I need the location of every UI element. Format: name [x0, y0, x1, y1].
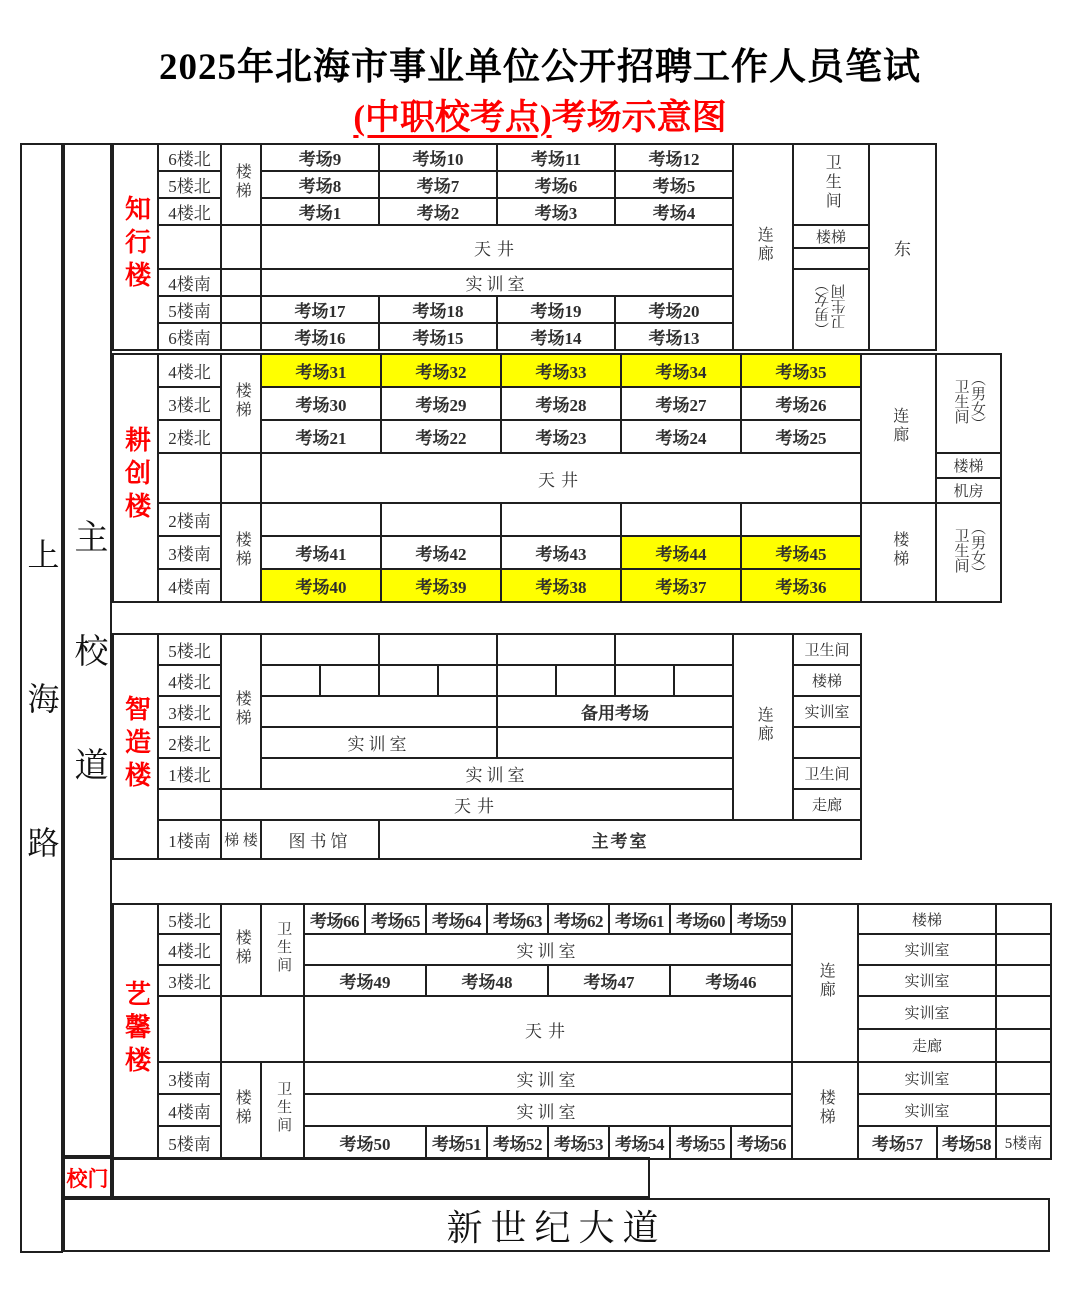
empty-cell	[261, 665, 320, 696]
room-cell: 考场56	[731, 1126, 792, 1159]
room-cell: 考场45	[741, 536, 861, 569]
floor-cell: 5楼北	[158, 634, 221, 665]
corridor-cell: 连廊	[733, 634, 793, 820]
toilet-cell: 卫生间	[261, 904, 304, 996]
room-cell: 考场66	[304, 904, 365, 934]
empty-cell	[621, 503, 741, 536]
empty-cell	[996, 934, 1051, 965]
room-cell: 考场11	[497, 144, 615, 171]
room-cell: 考场24	[621, 420, 741, 453]
empty-cell	[158, 225, 221, 269]
empty-cell	[221, 323, 261, 350]
room-cell: 考场6	[497, 171, 615, 198]
toilet-mf-cell: 卫生间 （男女）	[936, 503, 1001, 602]
toilet-mf-cell: 卫生间 （男女）	[793, 269, 869, 350]
room-cell: 考场22	[381, 420, 501, 453]
stair-cell: 楼梯	[221, 634, 261, 789]
room-cell: 考场3	[497, 198, 615, 225]
stair-cell: 楼梯	[221, 144, 261, 225]
room-cell: 考场62	[548, 904, 609, 934]
floor-cell: 4楼南	[158, 269, 221, 296]
room-cell: 考场7	[379, 171, 497, 198]
corridor-cell: 连廊	[733, 144, 793, 350]
road-shanghai-label: 上海路	[23, 538, 60, 970]
room-cell: 考场42	[381, 536, 501, 569]
room-cell: 考场58	[937, 1126, 996, 1159]
empty-cell	[261, 696, 497, 727]
walkway-cell: 走廊	[793, 789, 861, 820]
empty-cell	[501, 503, 621, 536]
floor-cell: 2楼南	[158, 503, 221, 536]
empty-cell	[379, 634, 497, 665]
room-cell: 考场41	[261, 536, 381, 569]
room-cell: 考场33	[501, 354, 621, 387]
floor-cell: 5楼南	[158, 296, 221, 323]
walkway-cell: 走廊	[858, 1029, 996, 1062]
stair-cell: 楼梯	[936, 453, 1001, 478]
room-cell: 考场50	[304, 1126, 426, 1159]
courtyard-cell: 天井	[304, 996, 792, 1062]
floor-cell: 6楼北	[158, 144, 221, 171]
gate-driveway	[112, 1157, 650, 1198]
floor-cell: 4楼北	[158, 354, 221, 387]
empty-cell	[996, 1094, 1051, 1126]
building-name: 知行楼	[113, 144, 158, 350]
corridor-cell: 连廊	[792, 904, 858, 1062]
room-cell: 考场31	[261, 354, 381, 387]
empty-cell	[497, 634, 615, 665]
training-cell: 实训室	[304, 934, 792, 965]
room-cell: 考场14	[497, 323, 615, 350]
floor-cell: 1楼南	[158, 820, 221, 859]
floor-cell: 6楼南	[158, 323, 221, 350]
room-cell: 考场5	[615, 171, 733, 198]
empty-cell	[556, 665, 615, 696]
courtyard-cell: 天井	[261, 453, 861, 503]
building-gengchuang	[112, 353, 1002, 603]
floor-cell: 2楼北	[158, 727, 221, 758]
toilet-mf-cell: 卫生间 （男女）	[936, 354, 1001, 453]
room-cell: 考场19	[497, 296, 615, 323]
empty-cell	[221, 296, 261, 323]
floor-cell: 4楼北	[158, 665, 221, 696]
room-cell: 考场20	[615, 296, 733, 323]
floor-cell: 5楼南	[158, 1126, 221, 1159]
room-cell: 考场63	[487, 904, 548, 934]
empty-cell	[741, 503, 861, 536]
empty-cell	[996, 996, 1051, 1029]
floor-cell: 3楼北	[158, 387, 221, 420]
stair-cell: 楼梯	[861, 503, 936, 602]
training-cell: 实训室	[261, 269, 733, 296]
room-cell: 考场37	[621, 569, 741, 602]
training-cell: 实训室	[261, 758, 733, 789]
east-cell: 东	[869, 144, 936, 350]
toilet-cell: 卫生间	[793, 758, 861, 789]
floor-cell: 5楼南	[996, 1126, 1051, 1159]
training-cell: 实训室	[858, 934, 996, 965]
empty-cell	[996, 965, 1051, 996]
building-name: 耕创楼	[113, 354, 158, 602]
courtyard-cell: 天井	[221, 789, 733, 820]
room-cell: 考场39	[381, 569, 501, 602]
room-cell: 考场34	[621, 354, 741, 387]
room-cell: 考场57	[858, 1126, 937, 1159]
room-cell: 考场59	[731, 904, 792, 934]
stair-cell: 楼梯	[792, 1062, 858, 1159]
room-cell: 考场60	[670, 904, 731, 934]
empty-cell	[793, 727, 861, 758]
empty-cell	[497, 727, 733, 758]
training-cell: 实训室	[304, 1062, 792, 1094]
floor-cell: 4楼北	[158, 934, 221, 965]
toilet-cell: 卫生间	[793, 634, 861, 665]
room-cell: 考场17	[261, 296, 379, 323]
building-zhizao	[112, 633, 862, 860]
room-cell: 考场38	[501, 569, 621, 602]
empty-cell	[261, 503, 381, 536]
empty-cell	[261, 634, 379, 665]
room-cell: 考场55	[670, 1126, 731, 1159]
corridor-cell: 连廊	[861, 354, 936, 503]
room-cell: 考场4	[615, 198, 733, 225]
building-yixin	[112, 903, 1052, 1160]
floor-cell: 3楼南	[158, 536, 221, 569]
page-subtitle	[0, 90, 1080, 140]
page-title: 2025年北海市事业单位公开招聘工作人员笔试	[159, 47, 921, 88]
floor-cell: 4楼南	[158, 569, 221, 602]
road-shanghai	[20, 143, 63, 1253]
floor-cell: 4楼南	[158, 1094, 221, 1126]
floor-cell: 3楼北	[158, 696, 221, 727]
library-cell: 图书馆	[261, 820, 379, 859]
toilet-cell: 卫生间	[793, 144, 869, 225]
road-campus-label: 主校道	[69, 519, 106, 861]
floor-cell: 1楼北	[158, 758, 221, 789]
room-cell: 考场46	[670, 965, 792, 996]
stair-cell: 楼梯	[858, 904, 996, 934]
room-cell: 考场30	[261, 387, 381, 420]
gate-cell	[63, 1157, 112, 1198]
empty-cell	[996, 904, 1051, 934]
floor-cell: 4楼北	[158, 198, 221, 225]
room-cell: 考场36	[741, 569, 861, 602]
empty-cell	[221, 269, 261, 296]
empty-cell	[158, 996, 221, 1062]
empty-cell	[615, 665, 674, 696]
floor-cell: 5楼北	[158, 171, 221, 198]
room-cell: 考场23	[501, 420, 621, 453]
training-cell: 实训室	[858, 996, 996, 1029]
building-name: 智造楼	[113, 634, 158, 859]
empty-cell	[221, 453, 261, 503]
empty-cell	[615, 634, 733, 665]
room-cell: 考场8	[261, 171, 379, 198]
room-cell: 考场47	[548, 965, 670, 996]
empty-cell	[793, 248, 869, 269]
machine-room-cell: 机房	[936, 478, 1001, 503]
training-cell: 实训室	[261, 727, 497, 758]
empty-cell	[221, 225, 261, 269]
room-cell: 考场61	[609, 904, 670, 934]
empty-cell	[158, 453, 221, 503]
room-cell: 考场29	[381, 387, 501, 420]
room-cell: 考场53	[548, 1126, 609, 1159]
room-cell: 考场12	[615, 144, 733, 171]
training-cell: 实训室	[858, 1062, 996, 1094]
chief-office-cell: 主考室	[379, 820, 861, 859]
training-cell: 实训室	[858, 965, 996, 996]
backup-room-cell: 备用考场	[497, 696, 733, 727]
room-cell: 考场35	[741, 354, 861, 387]
stair-cell: 楼梯	[221, 503, 261, 602]
road-campus	[63, 143, 112, 1157]
stair-cell: 楼梯	[221, 354, 261, 453]
courtyard-cell: 天井	[261, 225, 733, 269]
training-cell: 实训室	[858, 1094, 996, 1126]
gate-label: 校门	[66, 1166, 109, 1191]
building-name: 艺馨楼	[113, 904, 158, 1159]
room-cell: 考场65	[365, 904, 426, 934]
empty-cell	[996, 1062, 1051, 1094]
stair-cell: 楼梯	[793, 225, 869, 248]
floor-cell: 5楼北	[158, 904, 221, 934]
room-cell: 考场16	[261, 323, 379, 350]
room-cell: 考场40	[261, 569, 381, 602]
room-cell: 考场51	[426, 1126, 487, 1159]
empty-cell	[674, 665, 733, 696]
room-cell: 考场1	[261, 198, 379, 225]
training-cell: 实训室	[793, 696, 861, 727]
stair-cell: 梯 楼	[221, 820, 261, 859]
empty-cell	[379, 665, 438, 696]
room-cell: 考场64	[426, 904, 487, 934]
floor-cell: 2楼北	[158, 420, 221, 453]
empty-cell	[158, 789, 221, 820]
room-cell: 考场28	[501, 387, 621, 420]
building-zhixing	[112, 143, 937, 351]
room-cell: 考场54	[609, 1126, 670, 1159]
room-cell: 考场26	[741, 387, 861, 420]
room-cell: 考场13	[615, 323, 733, 350]
empty-cell	[996, 1029, 1051, 1062]
empty-cell	[221, 996, 304, 1062]
room-cell: 考场21	[261, 420, 381, 453]
room-cell: 考场10	[379, 144, 497, 171]
subtitle-venue: (中职校考点)	[353, 98, 552, 137]
stair-cell: 楼梯	[221, 1062, 261, 1159]
room-cell: 考场15	[379, 323, 497, 350]
empty-cell	[438, 665, 497, 696]
toilet-cell: 卫生间	[261, 1062, 304, 1159]
room-cell: 考场32	[381, 354, 501, 387]
room-cell: 考场44	[621, 536, 741, 569]
room-cell: 考场43	[501, 536, 621, 569]
avenue	[63, 1198, 1050, 1252]
subtitle-rest: 考场示意图	[551, 98, 727, 137]
room-cell: 考场49	[304, 965, 426, 996]
floor-cell: 3楼南	[158, 1062, 221, 1094]
room-cell: 考场48	[426, 965, 548, 996]
stair-cell: 楼梯	[793, 665, 861, 696]
room-cell: 考场25	[741, 420, 861, 453]
avenue-label: 新世纪大道	[446, 1207, 667, 1248]
room-cell: 考场27	[621, 387, 741, 420]
floor-cell: 3楼北	[158, 965, 221, 996]
room-cell: 考场2	[379, 198, 497, 225]
empty-cell	[381, 503, 501, 536]
empty-cell	[497, 665, 556, 696]
training-cell: 实训室	[304, 1094, 792, 1126]
stair-cell: 楼梯	[221, 904, 261, 996]
room-cell: 考场9	[261, 144, 379, 171]
room-cell: 考场52	[487, 1126, 548, 1159]
empty-cell	[320, 665, 379, 696]
room-cell: 考场18	[379, 296, 497, 323]
